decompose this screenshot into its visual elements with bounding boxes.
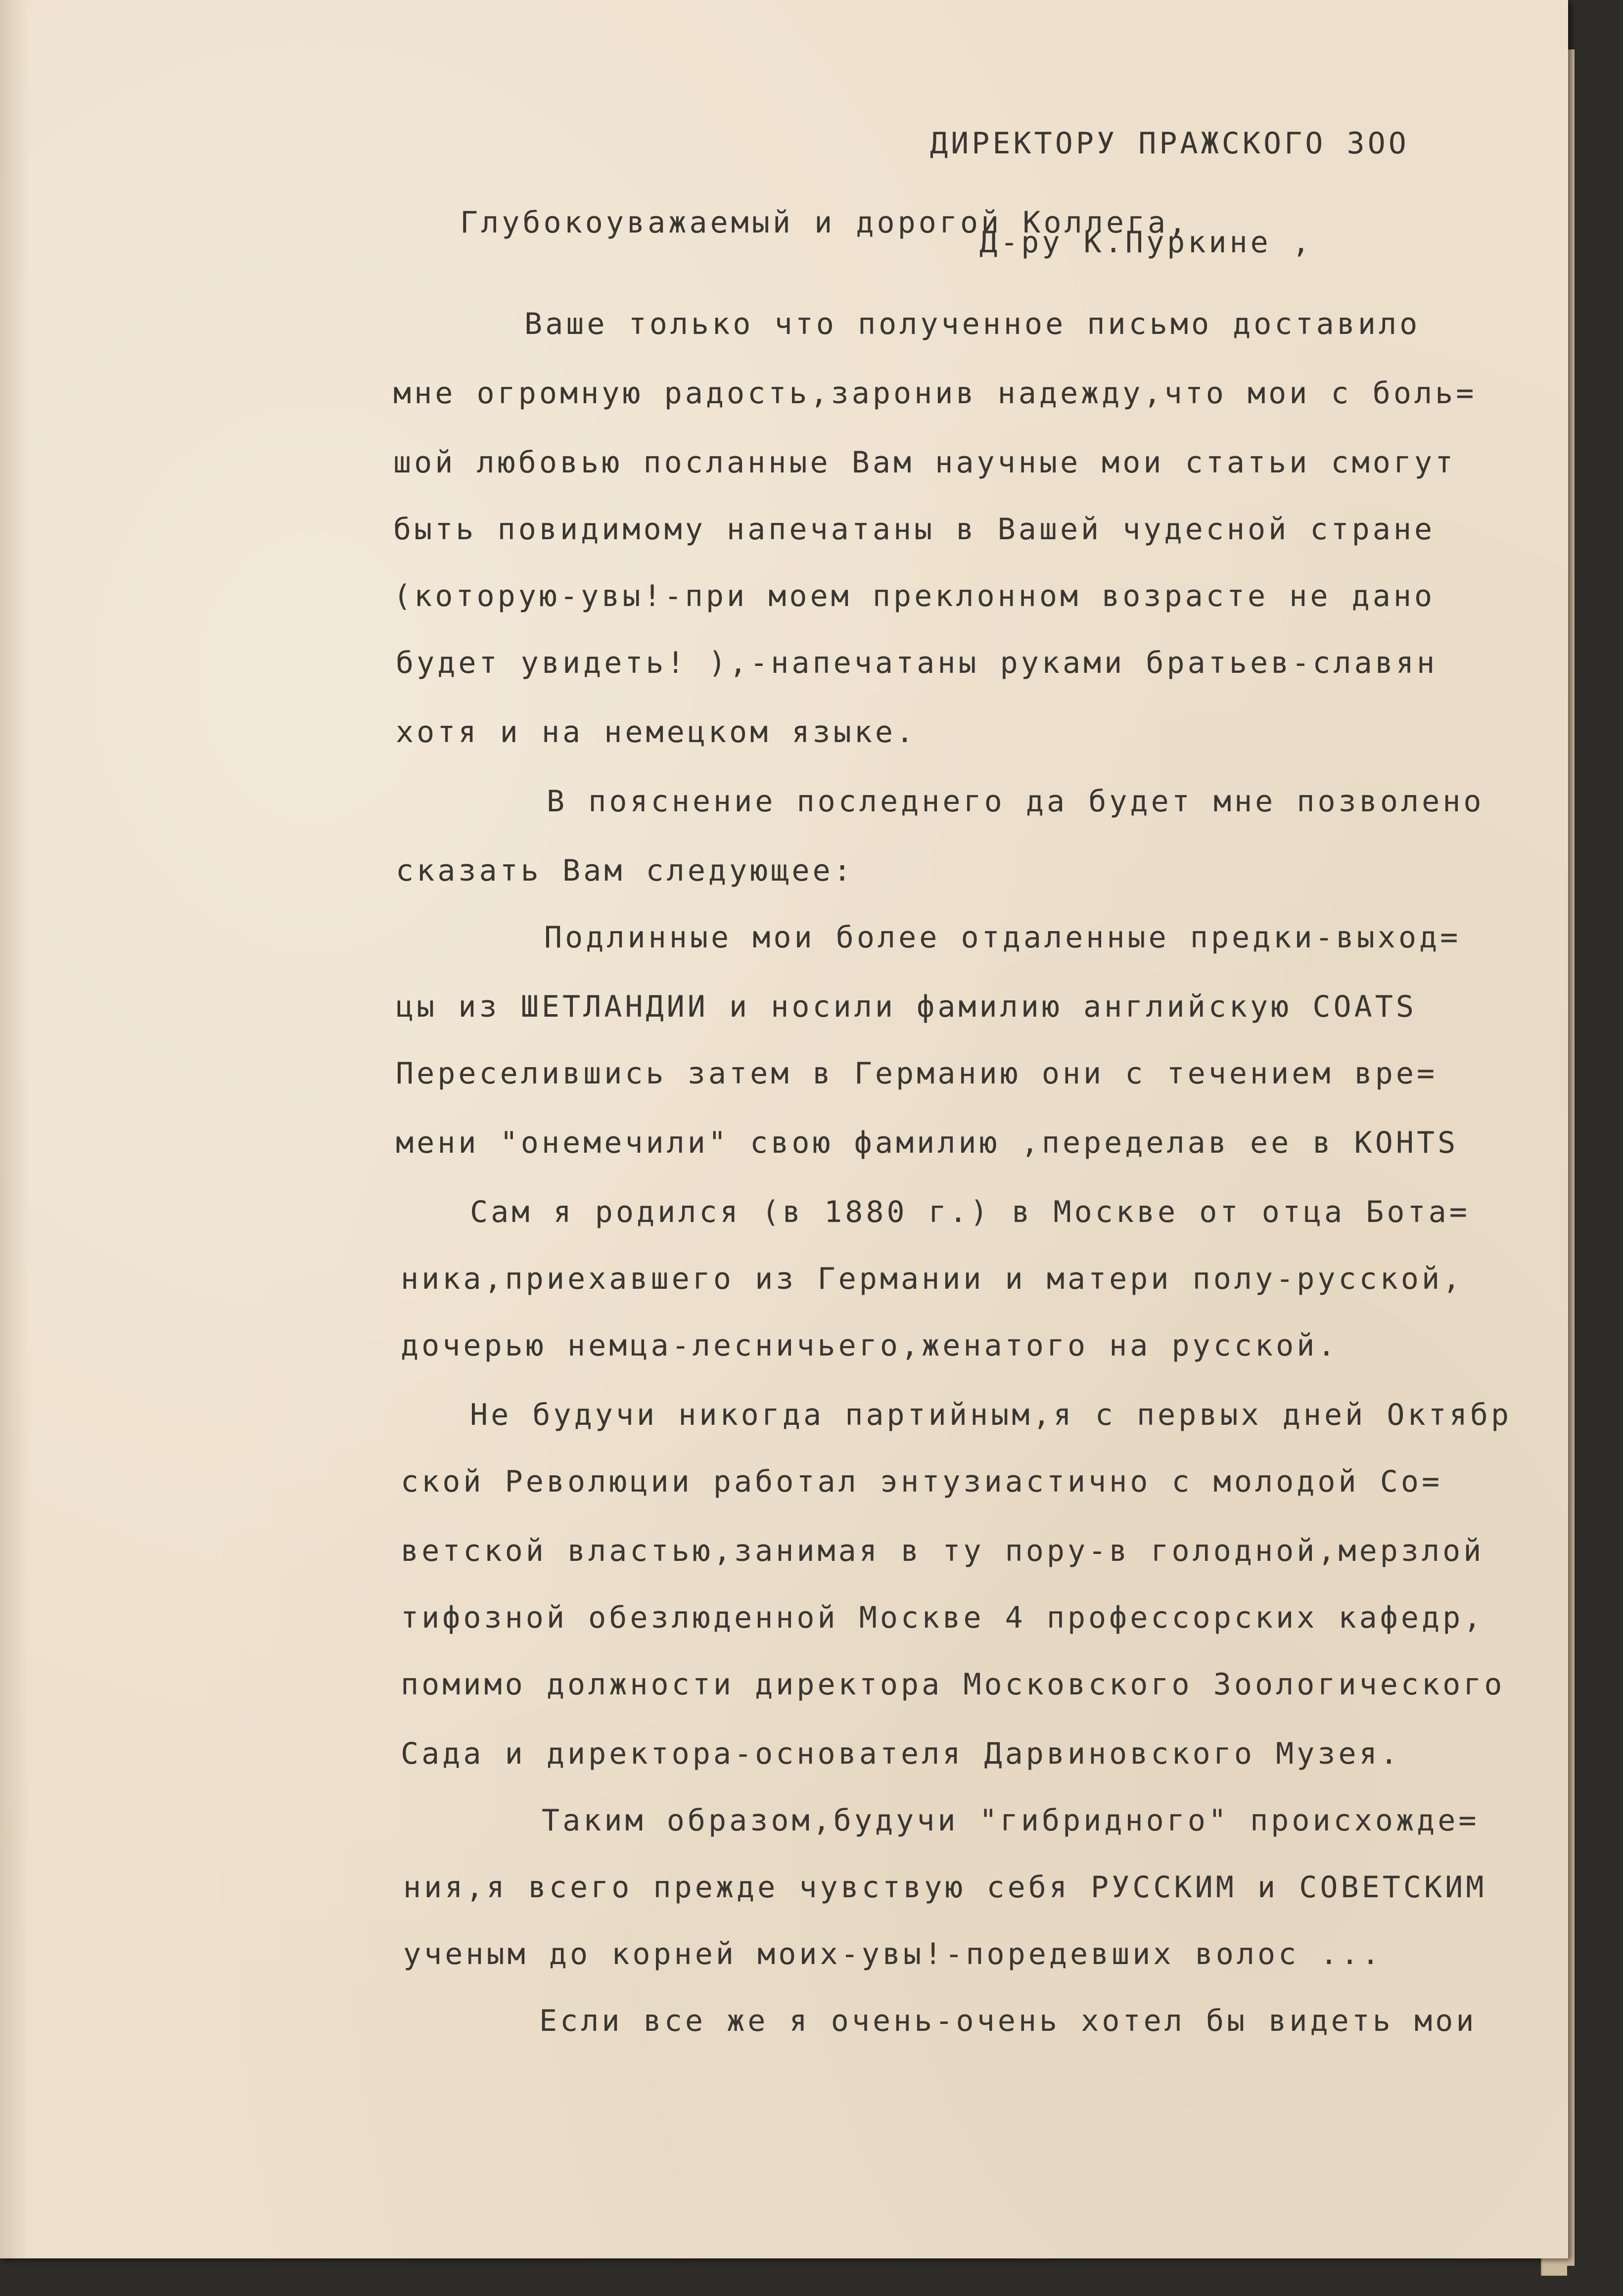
- body-line: ской Революции работал энтузиастично с молодой Со=: [401, 1464, 1443, 1499]
- body-line: цы из ШЕТЛАНДИИ и носили фамилию английскую COATS: [396, 989, 1417, 1024]
- body-line: Сада и директора-основателя Дарвиновского Музея.: [401, 1736, 1401, 1771]
- body-line: Подлинные мои более отдаленные предки-выход=: [544, 920, 1461, 955]
- body-line: ученым до корней моих-увы!-поредевших волос ...: [403, 1937, 1383, 1971]
- salutation: Глубокоуважаемый и дорогой Коллега,: [460, 205, 1190, 240]
- body-line: шой любовью посланные Вам научные мои статьи смогут: [393, 445, 1456, 480]
- body-line: мени "онемечили" свою фамилию ,переделав ее в KOHTS: [396, 1125, 1459, 1160]
- body-line: ветской властью,занимая в ту пору-в голодной,мерзлой: [401, 1534, 1484, 1568]
- body-line: будет увидеть! ),-напечатаны руками братьев-славян: [396, 646, 1438, 680]
- body-line: Сам я родился (в 1880 г.) в Москве от отца Бота=: [470, 1195, 1470, 1229]
- addressee-line-2: Д-ру К.Пуркине ,: [979, 225, 1313, 260]
- addressee-line-1: ДИРЕКТОРУ ПРАЖСКОГО ЗОО: [930, 126, 1409, 161]
- body-line: дочерью немца-лесничьего,женатого на русской.: [401, 1328, 1339, 1363]
- body-line: ника,приехавшего из Германии и матери полу-русской,: [401, 1262, 1464, 1296]
- body-line: Не будучи никогда партийным,я с первых дней Октябр: [470, 1398, 1512, 1432]
- body-line: (которую-увы!-при моем преклонном возрасте не дано: [393, 579, 1436, 613]
- body-line: сказать Вам следующее:: [396, 853, 854, 888]
- body-line: Ваше только что полученное письмо доставило: [524, 307, 1421, 341]
- body-line: помимо должности директора Московского Зоологического: [401, 1667, 1505, 1702]
- body-line: хотя и на немецком языке.: [396, 715, 917, 750]
- addressee-block: [930, 69, 1409, 327]
- body-line: Если все же я очень-очень хотел бы видеть мои: [539, 2004, 1477, 2038]
- body-line: ния,я всего прежде чувствую себя РУССКИМ и СОВЕТСКИМ: [403, 1870, 1487, 1905]
- page-shading: [0, 0, 30, 2258]
- body-line: быть повидимому напечатаны в Вашей чудесной стране: [393, 512, 1436, 547]
- body-line: Таким образом,будучи "гибридного" происхожде=: [542, 1803, 1480, 1838]
- body-line: Переселившись затем в Германию они с течением вре=: [396, 1056, 1438, 1091]
- body-line: В пояснение последнего да будет мне позволено: [547, 784, 1484, 819]
- body-line: тифозной обезлюденной Москве 4 профессорских кафедр,: [401, 1600, 1484, 1635]
- body-line: мне огромную радость,заронив надежду,что мои с боль=: [393, 376, 1477, 411]
